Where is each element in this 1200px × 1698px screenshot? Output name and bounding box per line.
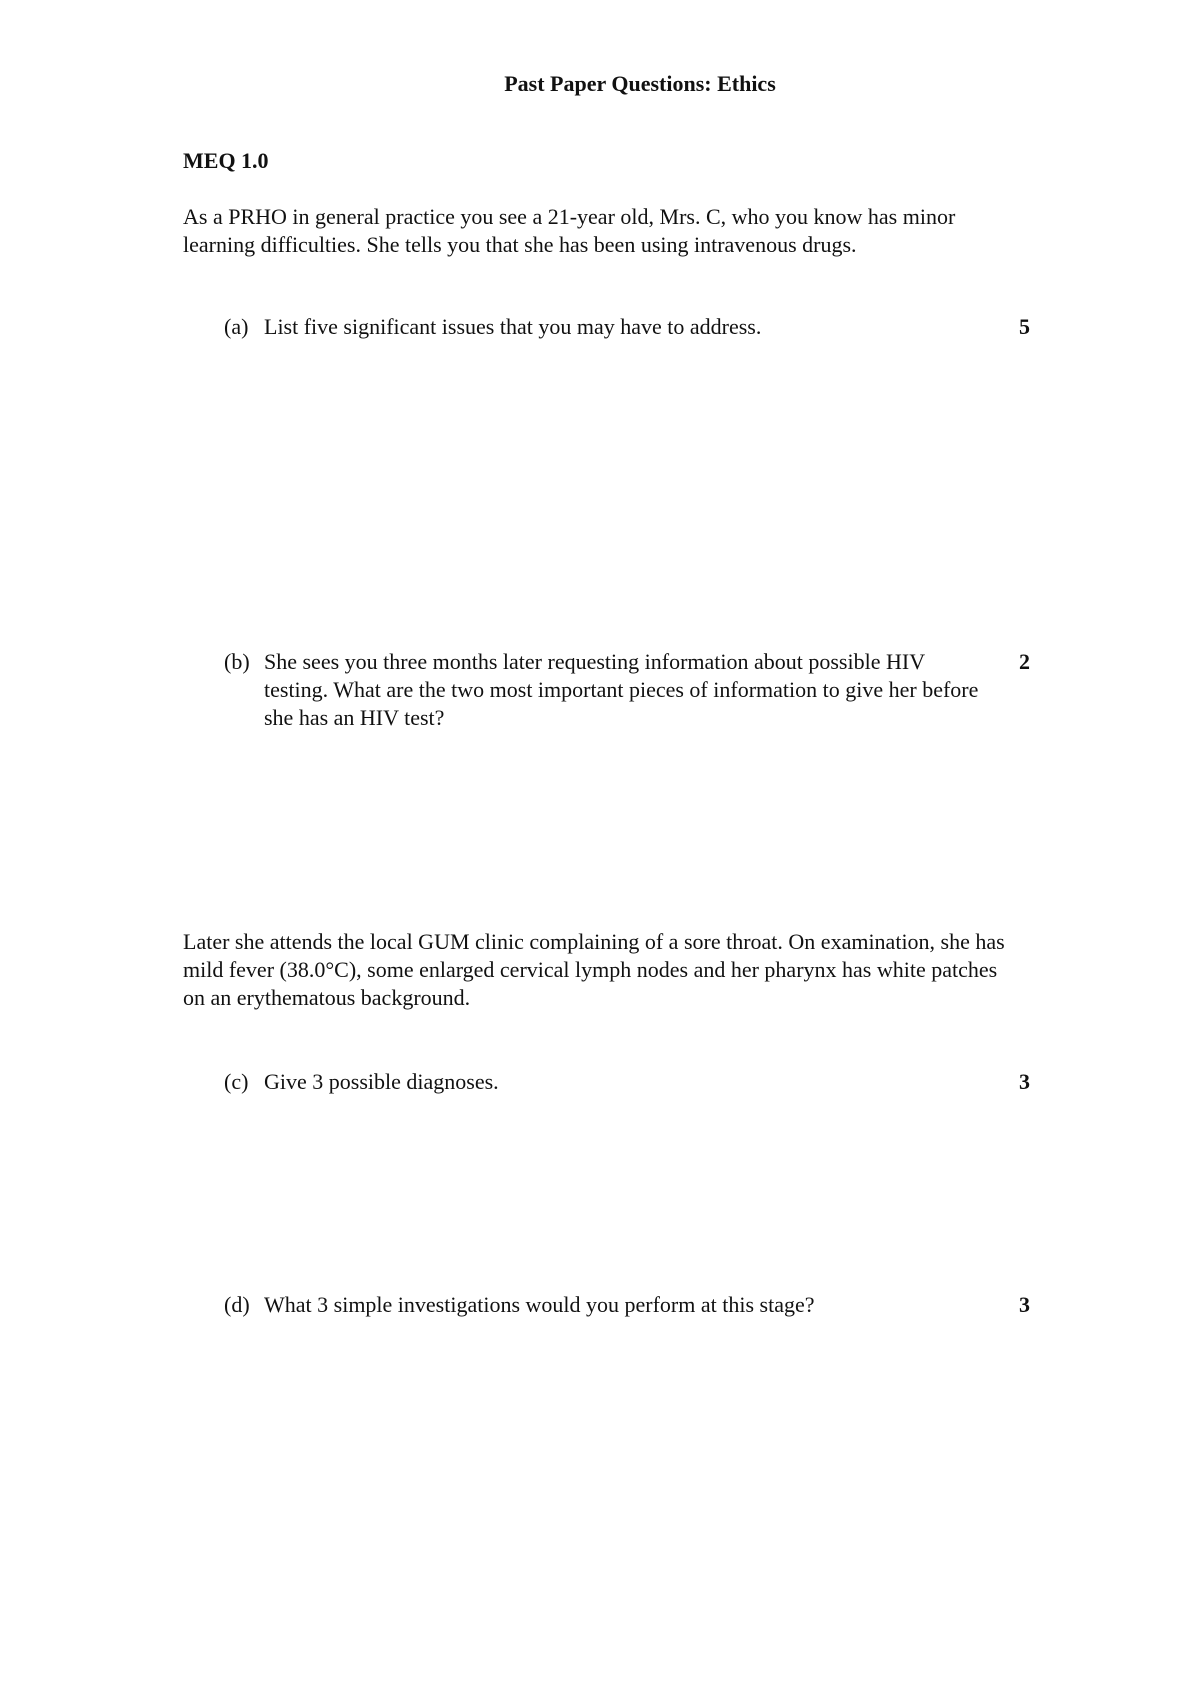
question-text: What 3 simple investigations would you perform at this stage? — [264, 1292, 815, 1317]
question-label: (b) — [224, 649, 250, 674]
question-text: List five significant issues that you may have to address. — [264, 314, 762, 339]
question-a — [224, 313, 1030, 341]
question-c — [224, 1068, 1030, 1096]
page-title: Past Paper Questions: Ethics — [504, 71, 776, 96]
question-text: Give 3 possible diagnoses. — [264, 1069, 499, 1094]
question-label: (c) — [224, 1069, 249, 1094]
question-marks: 2 — [1019, 649, 1030, 674]
question-marks: 3 — [1019, 1292, 1030, 1317]
intro-paragraph: As a PRHO in general practice you see a 21-year old, Mrs. C, who you know has minor learning difficulties. She tells you that she has been using intravenous drugs. — [183, 204, 956, 257]
question-marks: 3 — [1019, 1069, 1030, 1094]
question-text: She sees you three months later requesting information about possible HIV testing. What are the two most important pieces of information to give her before she has an HIV test? — [264, 649, 979, 730]
question-label: (a) — [224, 314, 249, 339]
question-marks: 5 — [1019, 314, 1030, 339]
question-b — [224, 648, 1030, 732]
question-d — [224, 1291, 1030, 1319]
context-paragraph: Later she attends the local GUM clinic complaining of a sore throat. On examination, she has mild fever (38.0°C), some enlarged cervical lymph nodes and her pharynx has white patches on an erythematous background. — [183, 929, 1005, 1010]
question-label: (d) — [224, 1292, 250, 1317]
question-heading: MEQ 1.0 — [183, 148, 269, 173]
